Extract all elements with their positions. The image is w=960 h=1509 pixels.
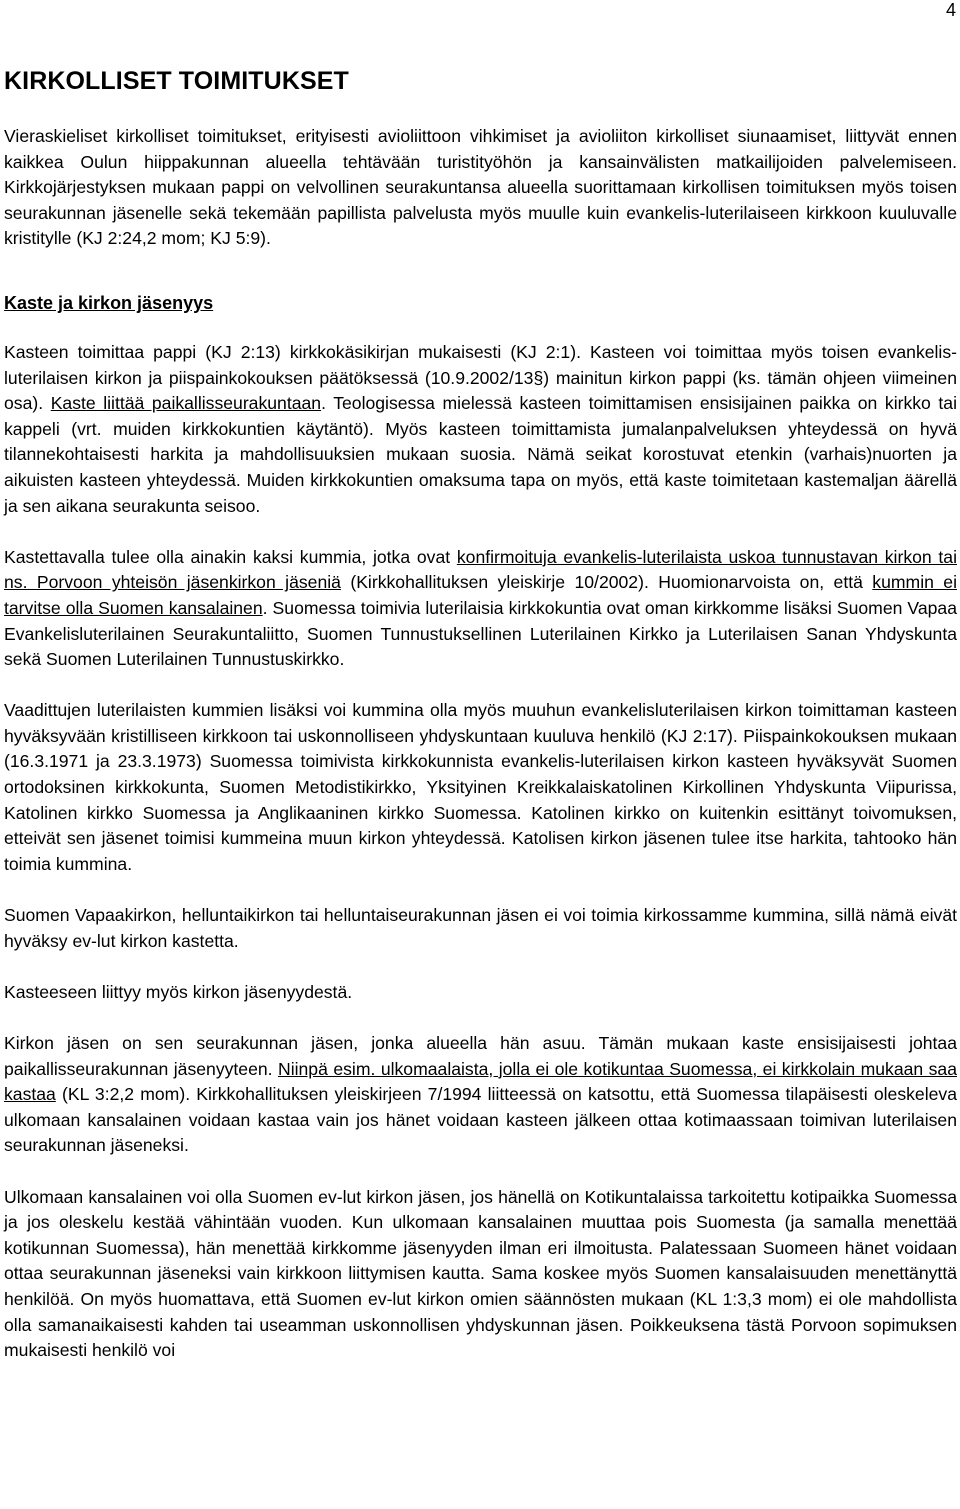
underlined-text: kummin ei tarvitse olla Suomen kansalainen (4, 572, 957, 618)
paragraph-text: . Suomessa toimivia luterilaisia kirkkokuntia ovat oman kirkkomme lisäksi Suomen Vapaa Evankelisluterilainen Seurakuntaliitto, Suomen Tunnustuksellinen Luterilainen Kirkko ja Luterilaisen Sanan Yhdyskunta sekä Suomen Luterilainen Tunnustuskirkko. (4, 597, 957, 670)
paragraph-text: Kastettavalla tulee olla ainakin kaksi kummia, jotka ovat (4, 546, 457, 567)
paragraph-text: (KL 3:2,2 mom). Kirkkohallituksen yleiskirjeen 7/1994 liitteessä on katsottu, että Suomessa tilapäisesti oleskeleva ulkomaan kansalainen voidaan kastaa vain jos hänet voidaan kasteen jälkeen ottaa kotimaassaan toimivan luterilaisen seurakunnan jäseneksi. (4, 1084, 957, 1156)
free-church-paragraph: Suomen Vapaakirkon, helluntaikirkon tai helluntaiseurakunnan jäsen ei voi toimia kirkossamme kummina, sillä nämä eivät hyväksy ev-lut kirkon kastetta. (4, 905, 957, 951)
membership-intro-paragraph: Kasteeseen liittyy myös kirkon jäsenyydestä. (4, 981, 353, 1002)
intro-paragraph: Vieraskieliset kirkolliset toimitukset, erityisesti avioliittoon vihkimiset ja avioliiton kirkolliset siunaamiset, liittyvät ennen kaikkea Oulun hiippakunnan alueella tehtävään turistityöhön ja kansainvälisten matkailijoiden palvelemiseen. Kirkkojärjestyksen mukaan pappi on velvollinen seurakuntansa alueella suorittamaan kirkollisen toimituksen myös toisen seurakunnan jäsenelle sekä tekemään papillista palvelusta myös muulle kuin evankelis-luterilaiseen kirkkoon kuuluvalle kristitylle (KJ 2:24,2 mom; KJ 5:9). (4, 126, 957, 249)
local-parish-paragraph (4, 1031, 957, 1159)
other-godparents-paragraph: Vaadittujen luterilaisten kummien lisäksi voi kummina olla myös muuhun evankelisluterilaisen kirkon toimittaman kasteen hyväksyvään kristilliseen kirkkoon tai uskonnolliseen yhdyskuntaan kuuluva henkilö (KJ 2:17). Piispainkokouksen mukaan (16.3.1971 ja 23.3.1973) Suomessa toimivista kirkkokunnista evankelis-luterilaisen kirkon kasteen hyväksyvät Suomen ortodoksinen kirkkokunta, Suomen Metodistikirkko, Yksityinen Kreikkalaiskatolinen Kirkollinen Yhdyskunta Viipurissa, Katolinen kirkko Suomessa ja Anglikaaninen kirkko Suomessa. Katolinen kirkko on kuitenkin esittänyt toivomuksen, etteivät sen jäsenet toimisi kummeina muun kirkon yhteydessä. Katolisen kirkon jäsenen tulee itse harkita, tahtooko hän toimia kummina. (4, 700, 957, 874)
underlined-text: konfirmoituja evankelis-luterilaista uskoa tunnustavan kirkon tai ns. Porvoon yhteisön jäsenkirkon jäseniä (4, 546, 957, 593)
page-number: 4 (945, 0, 956, 20)
paragraph-text: Kirkon jäsen on sen seurakunnan jäsen, jonka alueella hän asuu. Tämän mukaan kaste ensisijaisesti johtaa paikallisseurakunnan jäsenyyteen. (4, 1033, 957, 1079)
foreign-citizen-paragraph: Ulkomaan kansalainen voi olla Suomen ev-lut kirkon jäsen, jos hänellä on Kotikuntalaissa tarkoitettu kotipaikka Suomessa ja jos oleskelu kestää vähintään vuoden. Kun ulkomaan kansalainen muuttaa pois Suomesta (ja samalla menettää kotikunnan Suomessa), hän menettää kirkkomme jäsenyyden ilman eri ilmoitusta. Palatessaan Suomeen hänet voidaan ottaa seurakunnan jäseneksi vain kirkkoon liittymisen kautta. Sama koskee myös Suomen kansalaisuuden menettänyttä henkilöä. On myös huomattava, että Suomen ev-lut kirkon omien säännösten mukaan (KL 1:3,3 mom) ei ole mahdollista olla samanaikaisesti kahden tai useamman uskonnollisen yhdyskunnan jäsen. Poikkeuksena tästä Porvoon sopimuksen mukaisesti henkilö voi (4, 1186, 957, 1361)
godparents-paragraph (4, 545, 957, 673)
section-heading: Kaste ja kirkon jäsenyys (4, 292, 214, 313)
paragraph-text: . Teologisessa mielessä kasteen toimittamisen ensisijainen paikka on kirkko tai kappeli (vrt. muiden kirkkokuntien käytäntö). Myös kasteen toimittamista jumalanpalveluksen yhteydessä on hyvä tilannekohtaisesti harkita ja mahdollisuuksien mukaan suosia. Nämä seikat korostuvat etenkin (varhais)nuorten ja aikuisten kasteen yhteydessä. Muiden kirkkokuntien omaksuma tapa on myös, että kaste toimitetaan kastemaljan äärellä ja sen aikana seurakunta seisoo. (4, 393, 957, 516)
underlined-text: Kaste liittää paikallisseurakuntaan (50, 393, 322, 414)
paragraph-text: Kasteen toimittaa pappi (KJ 2:13) kirkkokäsikirjan mukaisesti (KJ 2:1). Kasteen voi toimittaa myös toisen evankelis-luterilaisen kirkon ja piispainkokouksen päätöksessä (10.9.2002/13§) mainitun kirkon pappi (ks. tämän ohjeen viimeinen osa). (4, 341, 957, 414)
underlined-text: Niinpä esim. ulkomaalaista, jolla ei ole kotikuntaa Suomessa, ei kirkkolain mukaan saa kastaa (4, 1058, 957, 1105)
document-body (4, 64, 957, 1364)
paragraph-text: (Kirkkohallituksen yleiskirje 10/2002). Huomionarvoista on, että (340, 572, 873, 593)
page-title: KIRKOLLISET TOIMITUKSET (4, 67, 349, 95)
baptism-paragraph (4, 340, 957, 519)
